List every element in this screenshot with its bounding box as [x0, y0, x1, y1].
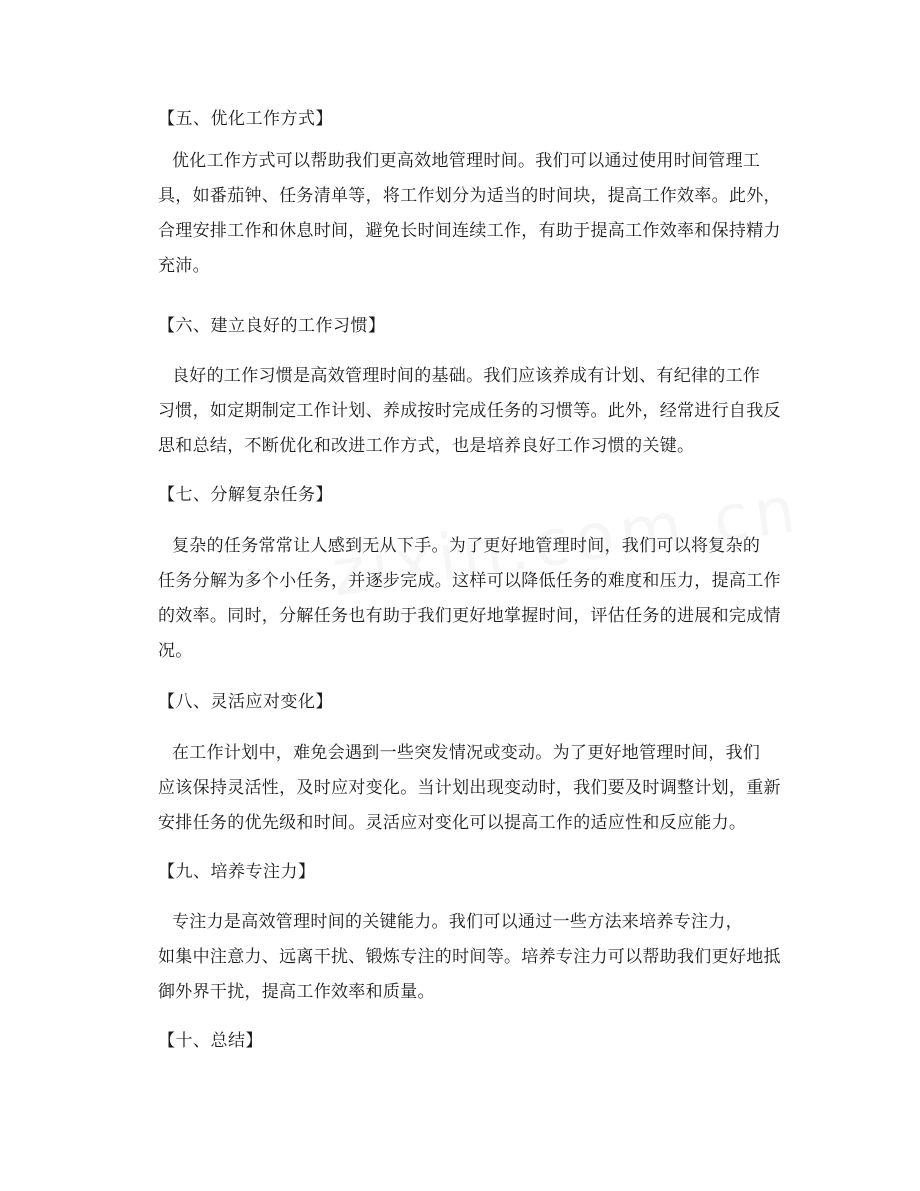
- section-paragraph: [158, 736, 781, 841]
- section-heading: 【十、总结】: [158, 1031, 263, 1051]
- paragraph-line: 专注力是高效管理时间的关键能力。我们可以通过一些方法来培养专注力，: [172, 912, 743, 932]
- paragraph-line: 在工作计划中，难免会遇到一些突发情况或变动。为了更好地管理时间，我们: [172, 743, 761, 763]
- paragraph-line: 复杂的任务常常让人感到无从下手。为了更好地管理时间，我们可以将复杂的: [172, 536, 761, 556]
- section-heading: 【八、灵活应对变化】: [158, 692, 333, 712]
- section-paragraph: [158, 359, 781, 464]
- paragraph-line: 良好的工作习惯是高效管理时间的基础。我们应该养成有计划、有纪律的工作: [172, 366, 761, 386]
- paragraph-line: 具，如番茄钟、任务清单等，将工作划分为适当的时间块，提高工作效率。此外，: [158, 186, 781, 206]
- paragraph-line: 优化工作方式可以帮助我们更高效地管理时间。我们可以通过使用时间管理工: [172, 151, 761, 171]
- section-heading: 【五、优化工作方式】: [158, 109, 333, 129]
- section-paragraph: [158, 905, 781, 1010]
- paragraph-line: 思和总结，不断优化和改进工作方式，也是培养良好工作习惯的关键。: [158, 436, 695, 456]
- paragraph-line: 的效率。同时，分解任务也有助于我们更好地掌握时间，评估任务的进展和完成情: [158, 606, 781, 626]
- section-heading: 【七、分解复杂任务】: [158, 485, 333, 505]
- paragraph-line: 御外界干扰，提高工作效率和质量。: [158, 982, 435, 1002]
- paragraph-line: 习惯，如定期制定工作计划、养成按时完成任务的习惯等。此外，经常进行自我反: [158, 401, 781, 421]
- paragraph-line: 应该保持灵活性，及时应对变化。当计划出现变动时，我们要及时调整计划，重新: [158, 778, 781, 798]
- section-heading: 【九、培养专注力】: [158, 862, 316, 882]
- paragraph-line: 充沛。: [158, 256, 210, 276]
- paragraph-line: 合理安排工作和休息时间，避免长时间连续工作，有助于提高工作效率和保持精力: [158, 221, 781, 241]
- section-paragraph: [158, 529, 781, 669]
- paragraph-line: 况。: [158, 641, 193, 661]
- paragraph-line: 如集中注意力、远离干扰、锻炼专注的时间等。培养专注力可以帮助我们更好地抵: [158, 947, 781, 967]
- paragraph-line: 任务分解为多个小任务，并逐步完成。这样可以降低任务的难度和压力，提高工作: [158, 571, 781, 591]
- paragraph-line: 安排任务的优先级和时间。灵活应对变化可以提高工作的适应性和反应能力。: [158, 813, 747, 833]
- section-paragraph: [158, 144, 781, 284]
- section-heading: 【六、建立良好的工作习惯】: [158, 316, 386, 336]
